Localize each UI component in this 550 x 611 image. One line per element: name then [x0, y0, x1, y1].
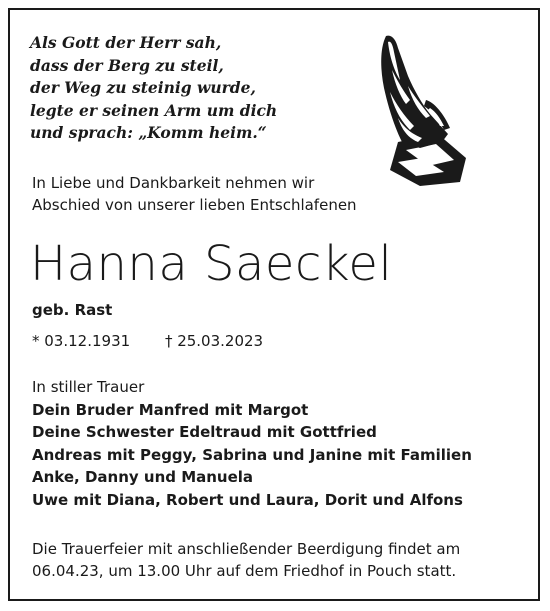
funeral-line: 06.04.23, um 13.00 Uhr auf dem Friedhof in Pouch statt.	[32, 562, 457, 580]
mourner-entry: Andreas mit Peggy, Sabrina und Janine mit Familien	[32, 445, 472, 464]
poem-line: Als Gott der Herr sah,	[30, 33, 222, 52]
funeral-line: Die Trauerfeier mit anschließender Beerdigung findet am	[32, 540, 461, 558]
mourner-entry: Deine Schwester Edeltraud mit Gottfried	[32, 423, 377, 441]
deceased-name: Hanna Saeckel	[30, 236, 393, 292]
mourners-heading: In stiller Trauer	[32, 378, 145, 396]
poem-line: der Weg zu steinig wurde,	[30, 78, 256, 97]
mourner-entry: Dein Bruder Manfred mit Margot	[32, 400, 309, 419]
birth-date: * 03.12.1931	[32, 332, 131, 350]
death-date: † 25.03.2023	[164, 332, 264, 350]
mourner-entry: Uwe mit Diana, Robert und Laura, Dorit und Alfons	[32, 490, 463, 509]
life-dates	[32, 331, 263, 351]
praying-hands-icon	[368, 30, 476, 188]
mourners-list	[32, 376, 472, 511]
poem-line: und sprach: „Komm heim.“	[30, 123, 267, 142]
farewell-intro	[32, 172, 357, 216]
maiden-name: geb. Rast	[32, 301, 113, 319]
poem-line: dass der Berg zu steil,	[30, 55, 224, 75]
intro-line: Abschied von unserer lieben Entschlafenen	[32, 196, 357, 214]
poem-line: legte er seinen Arm um dich	[30, 100, 278, 120]
memorial-poem	[30, 32, 277, 145]
funeral-notice	[32, 538, 460, 582]
mourner-entry: Anke, Danny und Manuela	[32, 468, 254, 486]
intro-line: In Liebe und Dankbarkeit nehmen wir	[32, 174, 315, 192]
